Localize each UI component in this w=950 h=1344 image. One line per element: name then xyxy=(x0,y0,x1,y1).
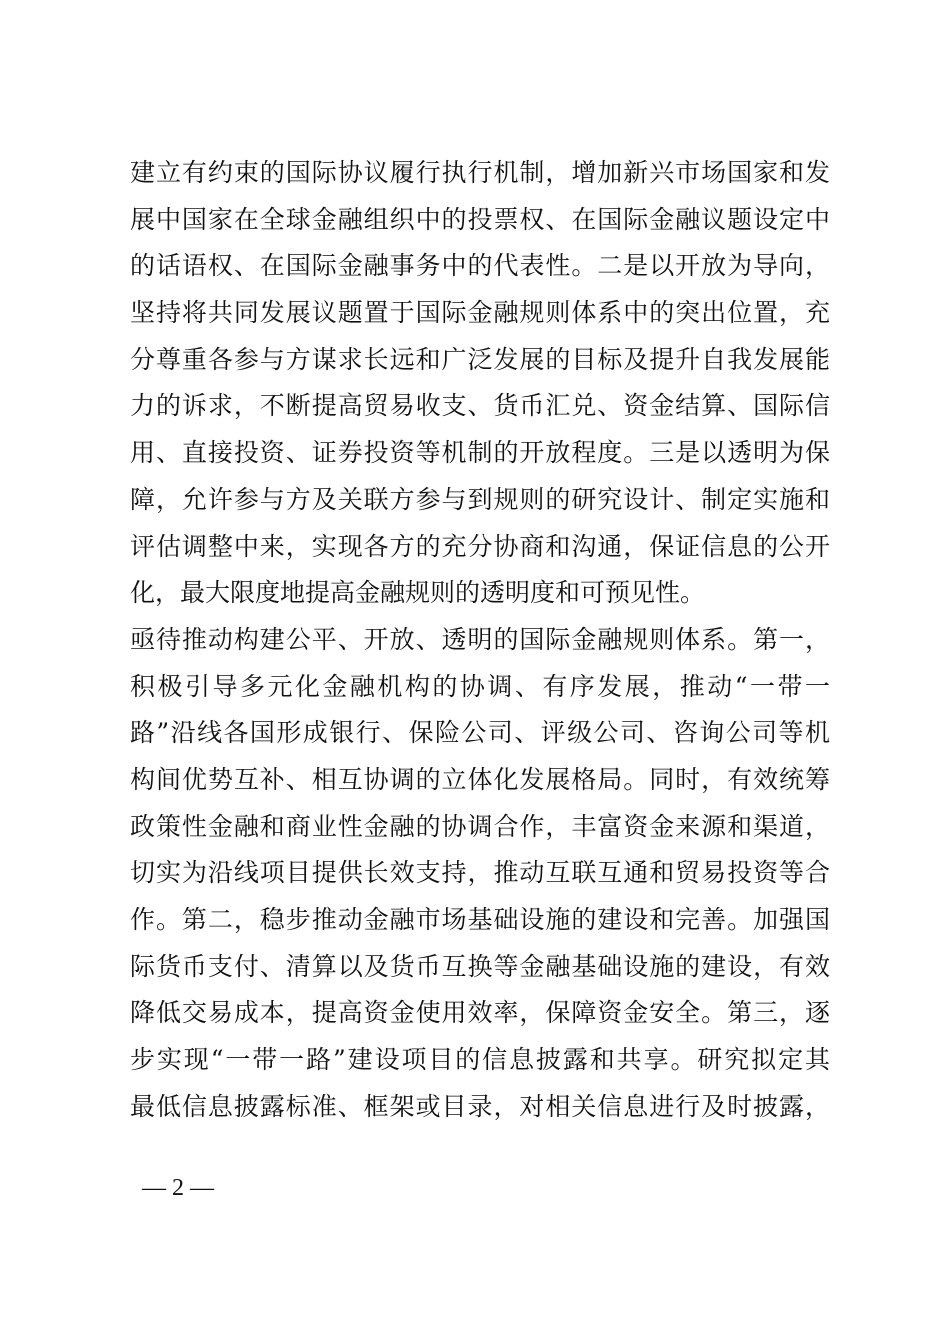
text-line: 路”沿线各国形成银行、保险公司、评级公司、咨询公司等机 xyxy=(130,718,830,748)
text-line: 亟待推动构建公平、开放、透明的国际金融规则体系。第一， xyxy=(130,624,830,654)
text-line: 障，允许参与方及关联方参与到规则的研究设计、制定实施和 xyxy=(130,484,830,514)
text-line: 积极引导多元化金融机构的协调、有序发展，推动“一带一 xyxy=(130,671,830,701)
text-line: 用、直接投资、证券投资等机制的开放程度。三是以透明为保 xyxy=(130,438,830,468)
text-line: 坚持将共同发展议题置于国际金融规则体系中的突出位置，充 xyxy=(130,298,830,328)
text-line: 构间优势互补、相互协调的立体化发展格局。同时，有效统筹 xyxy=(130,764,830,794)
text-line: 力的诉求，不断提高贸易收支、货币汇兑、资金结算、国际信 xyxy=(130,391,830,421)
text-line: 作。第二，稳步推动金融市场基础设施的建设和完善。加强国 xyxy=(130,905,830,934)
text-line: 展中国家在全球金融组织中的投票权、在国际金融议题设定中 xyxy=(130,204,830,234)
text-line: 际货币支付、清算以及货币互换等金融基础设施的建设，有效 xyxy=(130,951,830,981)
text-line: 化，最大限度地提高金融规则的透明度和可预见性。 xyxy=(130,578,706,608)
text-line: 切实为沿线项目提供长效支持，推动互联互通和贸易投资等合 xyxy=(130,858,830,888)
text-line: 分尊重各参与方谋求长远和广泛发展的目标及提升自我发展能 xyxy=(130,344,830,374)
text-line: 降低交易成本，提高资金使用效率，保障资金安全。第三，逐 xyxy=(130,998,830,1028)
text-line: 步实现“一带一路”建设项目的信息披露和共享。研究拟定其 xyxy=(130,1045,830,1075)
body-text xyxy=(130,150,830,1130)
text-line: 建立有约束的国际协议履行执行机制，增加新兴市场国家和发 xyxy=(130,158,830,187)
page-number: — 2 — xyxy=(142,1175,214,1201)
text-line: 最低信息披露标准、框架或目录，对相关信息进行及时披露， xyxy=(130,1091,830,1121)
text-line: 政策性金融和商业性金融的协调合作，丰富资金来源和渠道， xyxy=(130,811,830,841)
text-line: 的话语权、在国际金融事务中的代表性。二是以开放为导向， xyxy=(130,251,830,281)
text-line: 评估调整中来，实现各方的充分协商和沟通，保证信息的公开 xyxy=(130,531,830,561)
